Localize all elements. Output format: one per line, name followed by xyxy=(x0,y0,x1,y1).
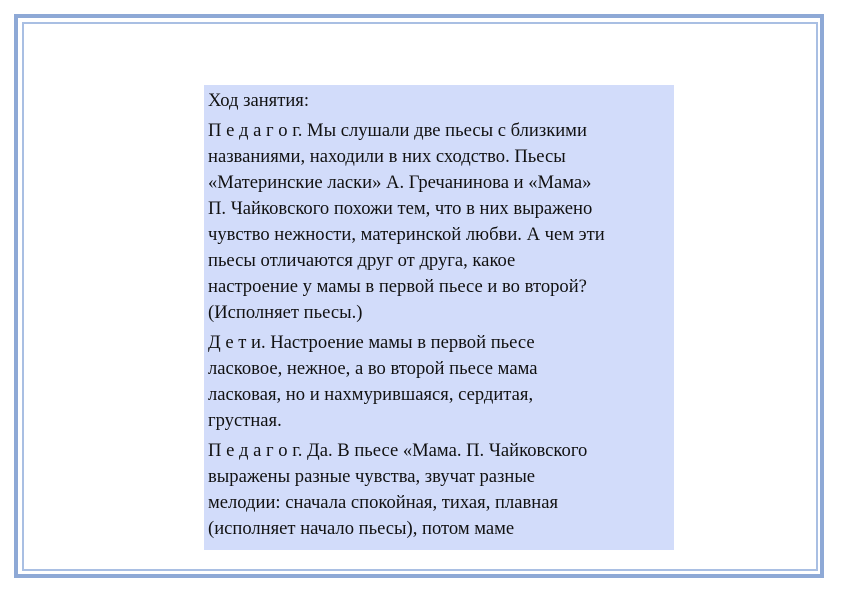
text-line: (Исполняет пьесы.) xyxy=(208,302,363,323)
text-line: П. Чайковского похожи тем, что в них выражено xyxy=(208,198,593,219)
text-line: мелодии: сначала спокойная, тихая, плавная xyxy=(208,492,559,513)
text-line: выражены разные чувства, звучат разные xyxy=(208,466,536,487)
text-line: «Материнские ласки» А. Гречанинова и «Мама» xyxy=(208,172,592,193)
text-line: настроение у мамы в первой пьесе и во второй? xyxy=(208,276,587,297)
text-line: П е д а г о г. Мы слушали две пьесы с близкими xyxy=(208,120,587,141)
paragraph-children xyxy=(208,330,674,434)
text-line: ласковая, но и нахмурившаяся, сердитая, xyxy=(208,384,534,405)
lesson-text-box xyxy=(204,85,674,550)
paragraph-teacher-2 xyxy=(208,438,674,542)
text-line: П е д а г о г. Да. В пьесе «Мама. П. Чайковского xyxy=(208,440,588,461)
text-line: грустная. xyxy=(208,410,282,431)
text-line: (исполняет начало пьесы), потом маме xyxy=(208,518,515,539)
paragraph-teacher-1 xyxy=(208,118,674,326)
text-line: Д е т и. Настроение мамы в первой пьесе xyxy=(208,332,535,353)
lesson-heading: Ход занятия: xyxy=(208,90,310,111)
text-line: названиями, находили в них сходство. Пьесы xyxy=(208,146,566,167)
text-line: чувство нежности, материнской любви. А чем эти xyxy=(208,224,605,245)
text-line: ласковое, нежное, а во второй пьесе мама xyxy=(208,358,538,379)
text-line: пьесы отличаются друг от друга, какое xyxy=(208,250,516,271)
